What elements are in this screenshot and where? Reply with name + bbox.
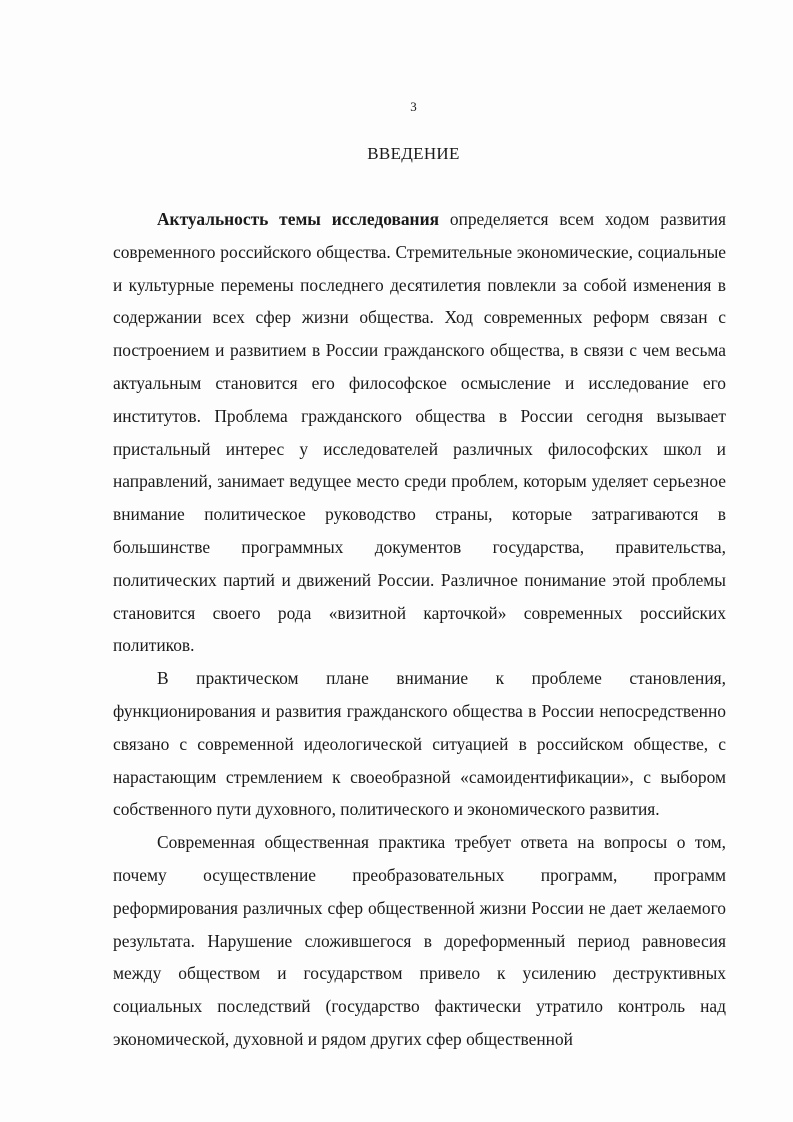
section-heading: ВВЕДЕНИЕ <box>367 144 460 163</box>
relevance-text: определяется всем ходом развития современного российского общества. Стремительные экономические, социальные и культурные перемены последнего десятилетия повлекли за собой изменения в содержании всех сфер жизни общества. Ход современных реформ связан с построением и развитием в России гражданского общества, в связи с чем весьма актуальным становится его философское осмысление и исследование его институтов. Проблема гражданского общества в России сегодня вызывает пристальный интерес у исследователей различных философских школ и направлений, занимает ведущее место среди проблем, которым уделяет серьезное внимание политическое руководство страны, которые затрагиваются в большинстве программных документов государства, правительства, политических партий и движений России. Различное понимание этой проблемы становится своего рода «визитной карточкой» современных российских политиков. <box>113 209 726 656</box>
page-number: 3 <box>410 99 417 114</box>
paragraph-practical: В практическом плане внимание к проблеме становления, функционирования и развития гражданского общества в России непосредственно связано с современной идеологической ситуацией в российском обществе, с нарастающим стремлением к своеобразной «самоидентификации», с выбором собственного пути духовного, политического и экономического развития. <box>113 668 726 820</box>
paragraph-practice: Современная общественная практика требует ответа на вопросы о том, почему осуществление преобразовательных программ, программ реформирования различных сфер общественной жизни России не дает желаемого результата. Нарушение сложившегося в дореформенный период равновесия между обществом и государством привело к усилению деструктивных социальных последствий (государство фактически утратило контроль над экономической, духовной и рядом других сфер общественной <box>113 832 726 1049</box>
relevance-lead: Актуальность темы исследования <box>157 209 440 229</box>
body-text <box>113 203 726 1056</box>
paragraph-relevance <box>113 203 726 662</box>
